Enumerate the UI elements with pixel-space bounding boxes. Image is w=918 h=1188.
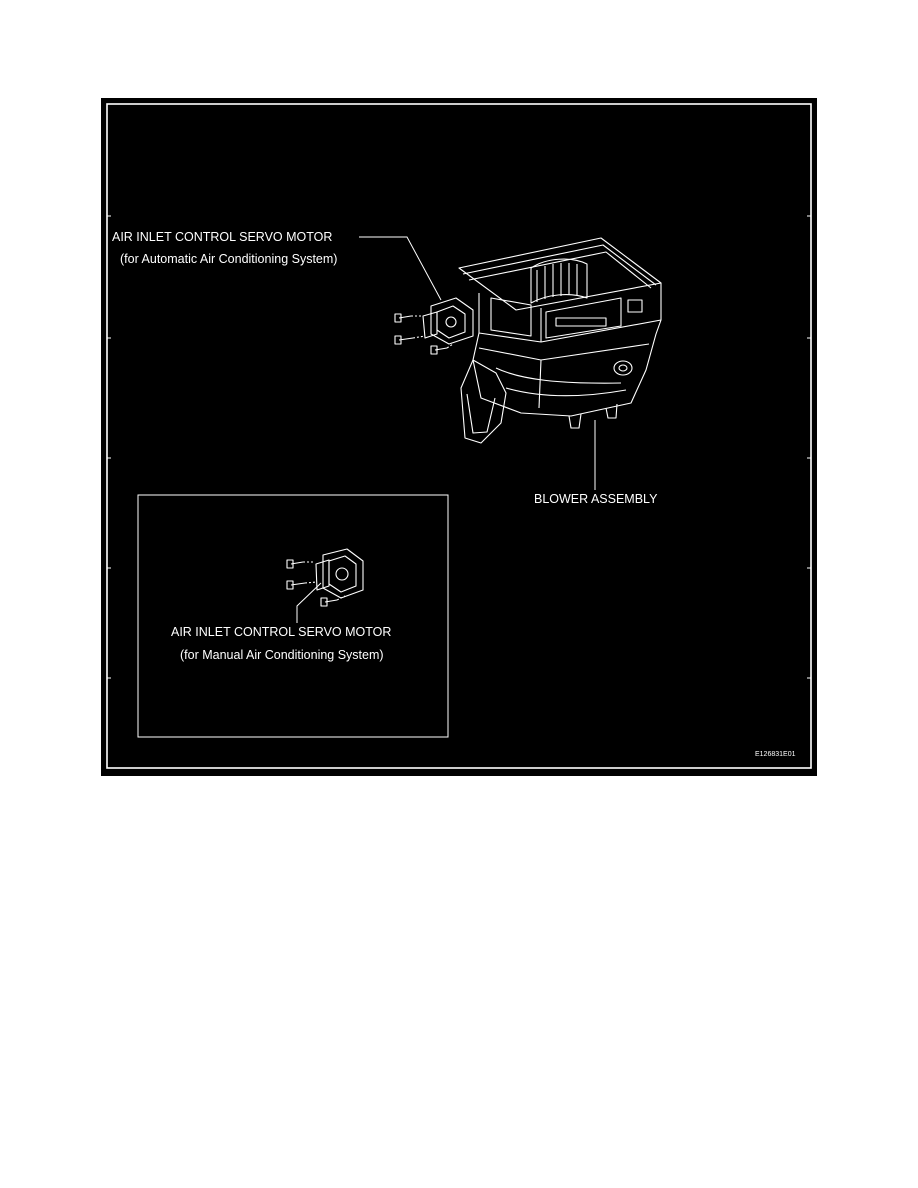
auto-servo-motor-sublabel: (for Automatic Air Conditioning System) bbox=[120, 252, 338, 266]
blower-assembly-label: BLOWER ASSEMBLY bbox=[534, 492, 658, 506]
diagram-figure bbox=[101, 98, 817, 776]
manual-inset-frame bbox=[138, 495, 448, 737]
figure-code: E126831E01 bbox=[755, 751, 796, 758]
auto-servo-motor-label: AIR INLET CONTROL SERVO MOTOR bbox=[112, 230, 333, 244]
manual-servo-motor-drawing bbox=[287, 549, 363, 606]
manual-servo-motor-label: AIR INLET CONTROL SERVO MOTOR bbox=[171, 625, 392, 639]
blower-assembly-drawing bbox=[395, 238, 661, 443]
leader-lines bbox=[297, 237, 595, 623]
outer-frame bbox=[107, 104, 811, 768]
manual-servo-motor-sublabel: (for Manual Air Conditioning System) bbox=[180, 648, 384, 662]
diagram-linework bbox=[101, 98, 817, 776]
frame-ticks bbox=[107, 216, 811, 678]
